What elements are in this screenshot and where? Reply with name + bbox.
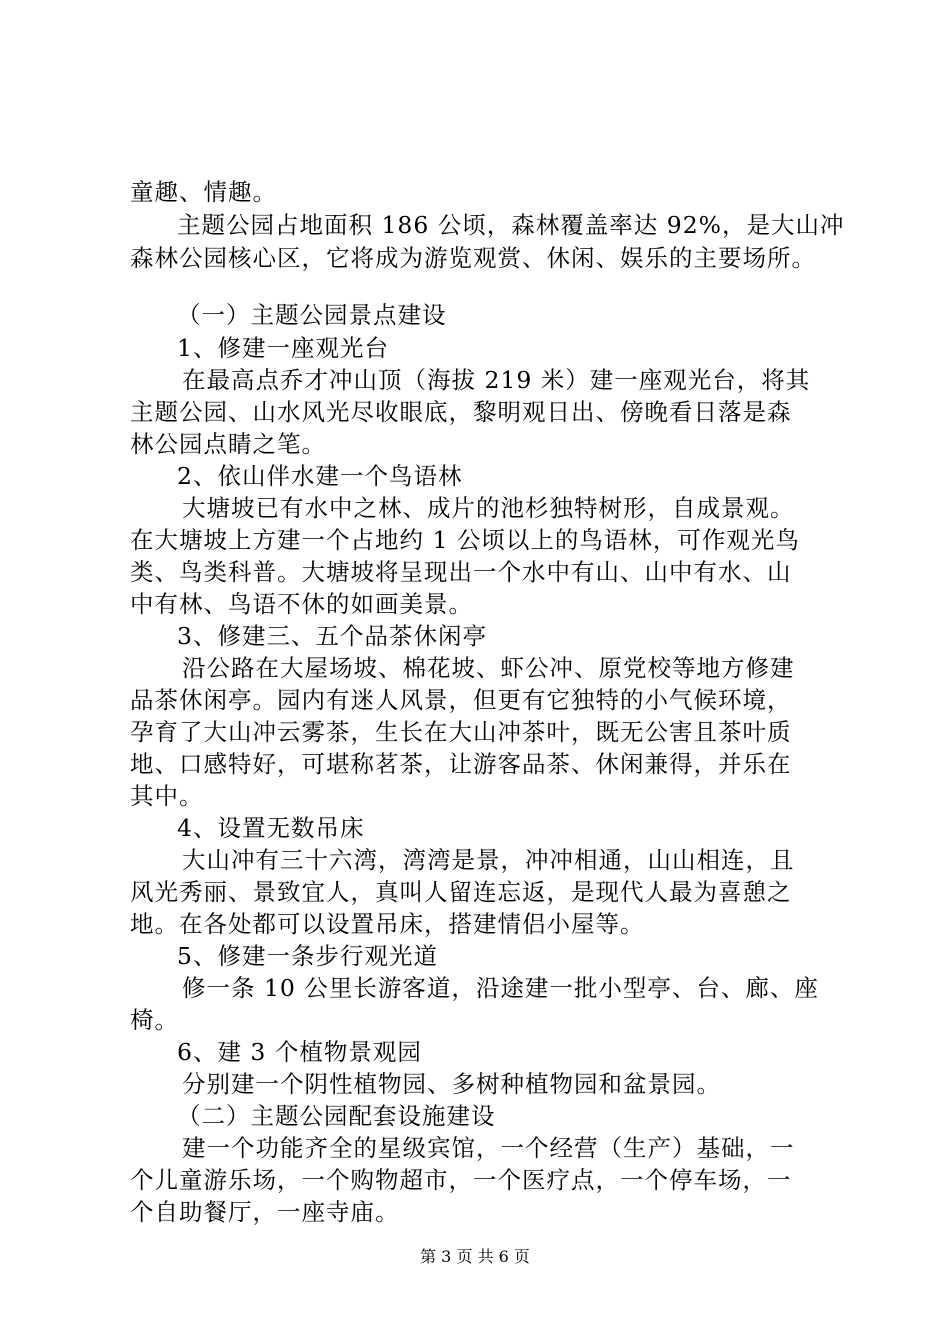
paragraph-line: 中有林、鸟语不休的如画美景。 [130,590,473,618]
paragraph-line: 主题公园、山水风光尽收眼底，黎明观日出、傍晚看日落是森 [130,398,792,426]
paragraph-line: 在最高点乔才冲山顶（海拔 219 米）建一座观光台，将其 [182,366,811,394]
paragraph-line: 森林公园核心区，它将成为游览观赏、休闲、娱乐的主要场所。 [130,244,816,272]
paragraph-line: 在大塘坡上方建一个占地约 1 公顷以上的鸟语林，可作观光鸟 [130,526,800,554]
paragraph-line: 建一个功能齐全的星级宾馆，一个经营（生产）基础，一 [182,1134,795,1162]
item-heading: 4、设置无数吊床 [177,814,365,842]
paragraph-line: 大塘坡已有水中之林、成片的池杉独特树形，自成景观。 [182,494,795,522]
paragraph-line: 品茶休闲亭。园内有迷人风景，但更有它独特的小气候环境， [130,686,792,714]
paragraph-line: 童趣、情趣。 [130,178,277,206]
paragraph-line: 地。在各处都可以设置吊床，搭建情侣小屋等。 [130,910,645,938]
paragraph-line: 大山冲有三十六湾，湾湾是景，冲冲相通，山山相连，且 [182,846,795,874]
page-footer: 第 3 页 共 6 页 [420,1247,530,1266]
item-heading: 5、修建一条步行观光道 [177,942,438,970]
section-heading: （一）主题公园景点建设 [177,301,447,329]
paragraph-line: 其中。 [130,782,204,810]
paragraph-line: 主题公园占地面积 186 公顷，森林覆盖率达 92%，是大山冲 [177,211,845,239]
paragraph-line: 类、鸟类科普。大塘坡将呈现出一个水中有山、山中有水、山 [130,558,792,586]
paragraph-line: 地、口感特好，可堪称茗茶，让游客品茶、休闲兼得，并乐在 [130,750,792,778]
item-heading: 6、建 3 个植物景观园 [177,1038,422,1066]
section-heading: （二）主题公园配套设施建设 [177,1102,496,1130]
paragraph-line: 个儿童游乐场，一个购物超市，一个医疗点，一个停车场，一 [130,1166,792,1194]
paragraph-line: 沿公路在大屋场坡、棉花坡、虾公冲、原党校等地方修建 [182,654,795,682]
item-heading: 1、修建一座观光台 [177,334,389,362]
paragraph-line: 林公园点睛之笔。 [130,430,326,458]
paragraph-line: 个自助餐厅，一座寺庙。 [130,1198,400,1226]
paragraph-line: 椅。 [130,1006,179,1034]
item-heading: 3、修建三、五个品茶休闲亭 [177,622,487,650]
paragraph-line: 孕育了大山冲云雾茶，生长在大山冲茶叶，既无公害且茶叶质 [130,718,792,746]
paragraph-line: 风光秀丽、景致宜人，真叫人留连忘返，是现代人最为喜憩之 [130,878,792,906]
paragraph-line: 修一条 10 公里长游客道，沿途建一批小型亭、台、廊、座 [182,974,819,1002]
item-heading: 2、依山伴水建一个鸟语林 [177,462,463,490]
paragraph-line: 分别建一个阴性植物园、多树种植物园和盆景园。 [182,1070,721,1098]
